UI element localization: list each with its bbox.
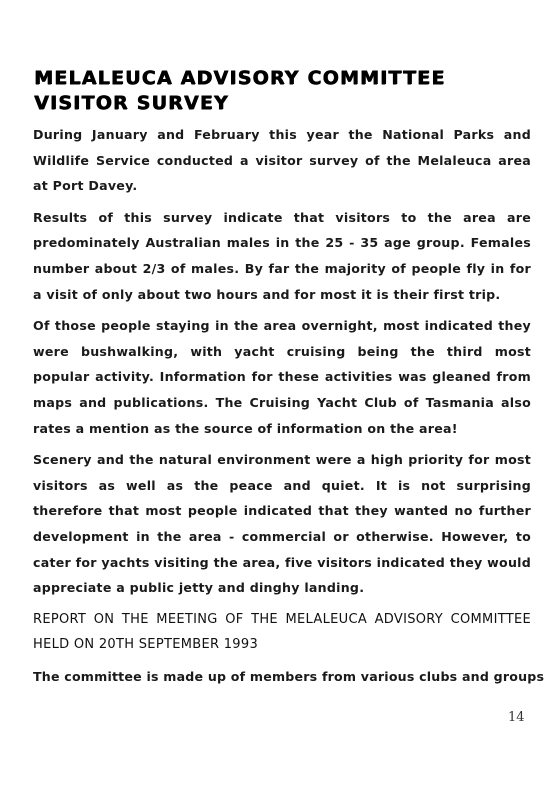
- page-title: [34, 66, 524, 116]
- paragraph-scenery: Scenery and the natural environment were a high priority for most visitors as well as the peace and quiet. It is not surprising therefore that most people indicated that they wanted no further development in the area - commercial or otherwise. However, to cater for yachts visiting the area, five visitors indicated they would appreciate a public jetty and dinghy landing.: [33, 452, 531, 596]
- paragraph-survey-intro: During January and February this year the National Parks and Wildlife Service conducted a visitor survey of the Melaleuca area at Port Davey.: [33, 127, 531, 194]
- page-number: 14: [508, 710, 525, 725]
- paragraph-committee: The committee is made up of members from various clubs and groups: [33, 668, 545, 684]
- paragraph-overnight-visitors: Of those people staying in the area overnight, most indicated they were bushwalking, with yacht cruising being the third most popular activity. Information for these activities was gleaned from maps and publications. The Cruising Yacht Club of Tasmania also rates a mention as the source of information on the area!: [33, 318, 531, 436]
- paragraph-survey-results: Results of this survey indicate that visitors to the area are predominately Australian males in the 25 - 35 age group. Females number about 2/3 of males. By far the majority of people fly in for a visit of only about two hours and for most it is their first trip.: [33, 209, 531, 302]
- body-text: [33, 122, 545, 689]
- report-heading: REPORT ON THE MEETING OF THE MELALEUCA ADVISORY COMMITTEE HELD ON 20TH SEPTEMBER 1993: [33, 611, 531, 653]
- title-line-2: VISITOR SURVEY: [34, 92, 229, 114]
- title-line-1: MELALEUCA ADVISORY COMMITTEE: [34, 67, 446, 89]
